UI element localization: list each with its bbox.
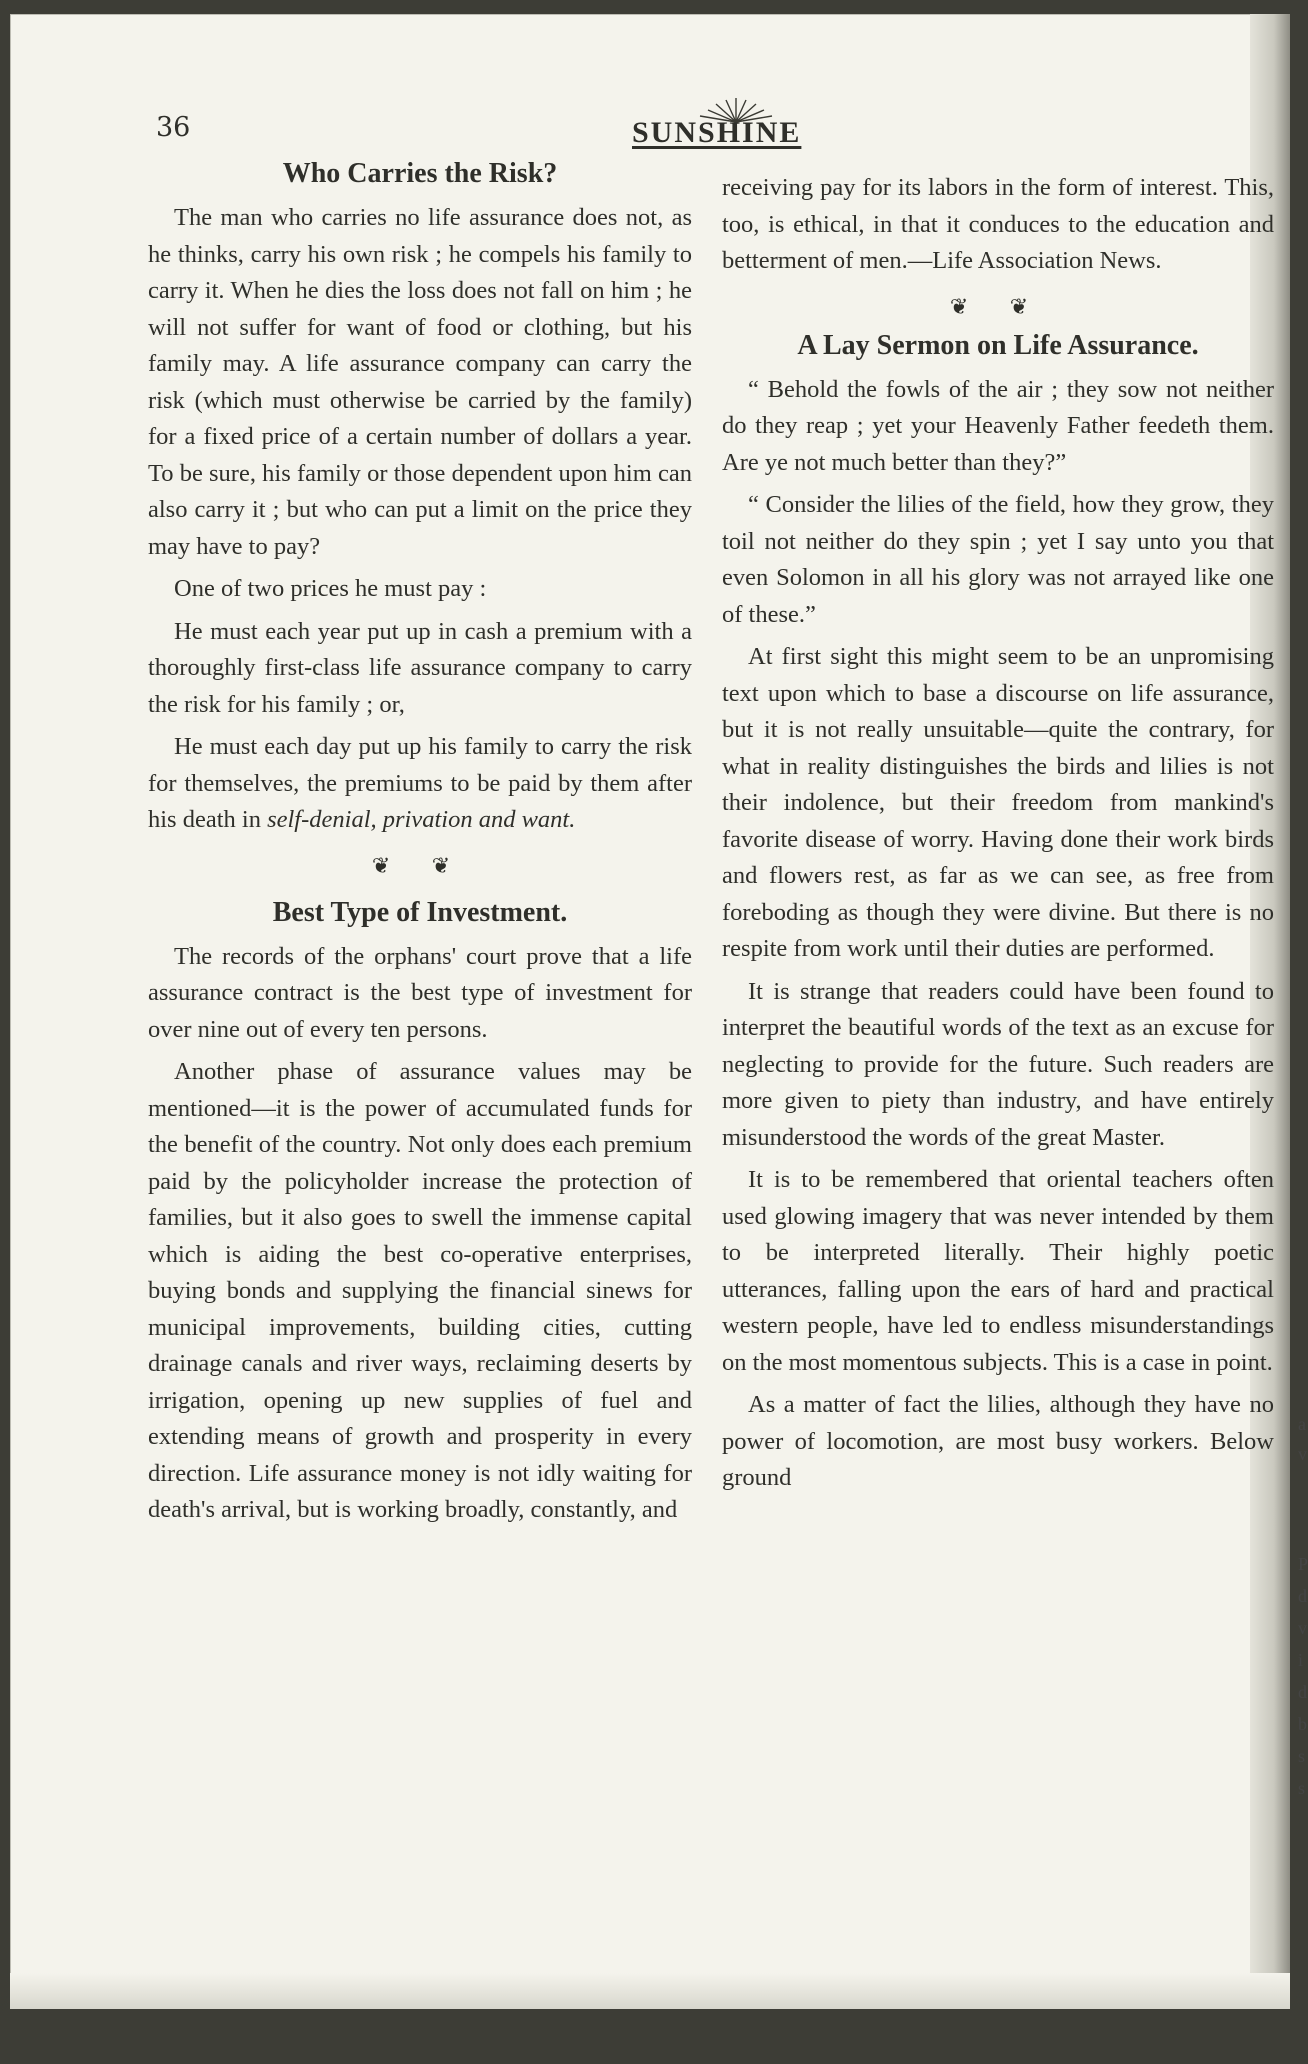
article-title-risk: Who Carries the Risk? — [282, 158, 558, 189]
right-column — [722, 170, 1274, 1503]
paragraph: At first sight this might seem to be an unpromising text upon which to base a discourse on life assurance, but it is not really unsuitable—quite the contrary, for what in reality distinguishes the birds and lilies is not their indolence, but their freedom from mankind's favorite disease of worry. Having done their work birds and flowers rest, as far as we can see, as free from foreboding as though they were divine. But there is no respite from work until their duties are performed. — [722, 643, 1274, 962]
article-title-investment: Best Type of Investment. — [272, 896, 568, 928]
article-title-sermon: A Lay Sermon on Life Assurance. — [797, 329, 1199, 361]
adjacent-page-letter: P — [1298, 1554, 1308, 1574]
paragraph: The man who carries no life assurance does not, as he thinks, carry his own risk ; he compels his family to carry it. When he dies the loss does not fall on him ; he will not suffer for want of food or clothing, but his family may. A life assurance company can carry the risk (which must otherwise be carried by the family) for a fixed price of a certain number of dollars a year. To be sure, his family or those dependent upon him can also carry it ; but who can put a limit on the price they may have to pay? — [148, 204, 692, 560]
adjacent-page-letter: v — [1298, 1618, 1307, 1638]
paragraph: He must each year put up in cash a premium with a thoroughly first-class life assurance company to carry the risk for his family ; or, — [148, 617, 692, 718]
left-column — [148, 158, 692, 1535]
adjacent-page-letter: i — [1298, 1650, 1304, 1670]
adjacent-page-letter: d — [1298, 1682, 1307, 1702]
adjacent-page-letter: b — [1298, 1714, 1307, 1734]
continued-paragraph: receiving pay for its labors in the form of interest. This, too, is ethical, in that it conduces to the education and betterment of men.—Life Association News. — [722, 174, 1274, 274]
adjacent-page-letter: s — [1298, 1778, 1306, 1798]
paragraph: Another phase of assurance values may be mentioned—it is the power of accumulated funds for the benefit of the country. Not only does each premium paid by the policyholder increase the protection of families, but it also goes to swell the immense capital which is aiding the best co-operative enterprises, buying bonds and supplying the financial sinews for municipal improvements, building cities, cutting drainage canals and river ways, reclaiming deserts by irrigation, opening up new supplies of fuel and extending means of growth and prosperity in every direction. Life assurance money is not idly waiting for death's arrival, but is working broadly, constantly, and — [148, 1058, 692, 1523]
page-bottom-shadow — [10, 1973, 1290, 2009]
paragraph: “ Behold the fowls of the air ; they sow not neither do they reap ; yet your Heavenly Father feedeth them. Are ye not much better than they?” — [722, 375, 1274, 476]
section-divider-ornament: ❦ ❦ — [371, 852, 469, 878]
adjacent-page-letter: s — [1298, 1746, 1306, 1766]
masthead-title: SUNSHINE — [632, 116, 802, 149]
section-divider-ornament: ❦ ❦ — [949, 293, 1047, 319]
paragraph: It is to be remembered that oriental teachers often used glowing imagery that was never intended by them to be interpreted literally. Their highly poetic utterances, falling upon the ears of hard and practical western people, have led to endless misunderstandings on the most momentous subjects. This is a case in point. — [722, 1166, 1274, 1376]
paragraph-with-italic — [148, 729, 692, 839]
paragraph-text: He must each day put up his family to carry the risk for themselves, the premiums to be paid by them after his death in — [148, 733, 692, 833]
page-number: 36 — [156, 112, 191, 143]
paragraph: As a matter of fact the lilies, although they have no power of locomotion, are most busy workers. Below ground — [722, 1391, 1274, 1491]
paragraph: The records of the orphans' court prove that a life assurance contract is the best type of investment for over nine out of every ten persons. — [148, 942, 692, 1043]
adjacent-page-letter: d — [1298, 1586, 1307, 1606]
book-page — [10, 14, 1308, 2009]
paragraph: One of two prices he must pay : — [174, 575, 487, 602]
paragraph: It is strange that readers could have been found to interpret the beautiful words of the text as an excuse for neglecting to provide for the future. Such readers are more given to piety than industry, and have entirely misunderstood the words of the great Master. — [722, 977, 1274, 1151]
adjacent-page-letter: v — [1298, 1444, 1307, 1464]
adjacent-page-letter: a — [1298, 1414, 1306, 1434]
paragraph: “ Consider the lilies of the field, how they grow, they toil not neither do they spin ; yet I say unto you that even Solomon in all his glory was not arrayed like one of these.” — [722, 491, 1274, 628]
italic-phrase: self-denial, privation and want. — [267, 806, 576, 833]
